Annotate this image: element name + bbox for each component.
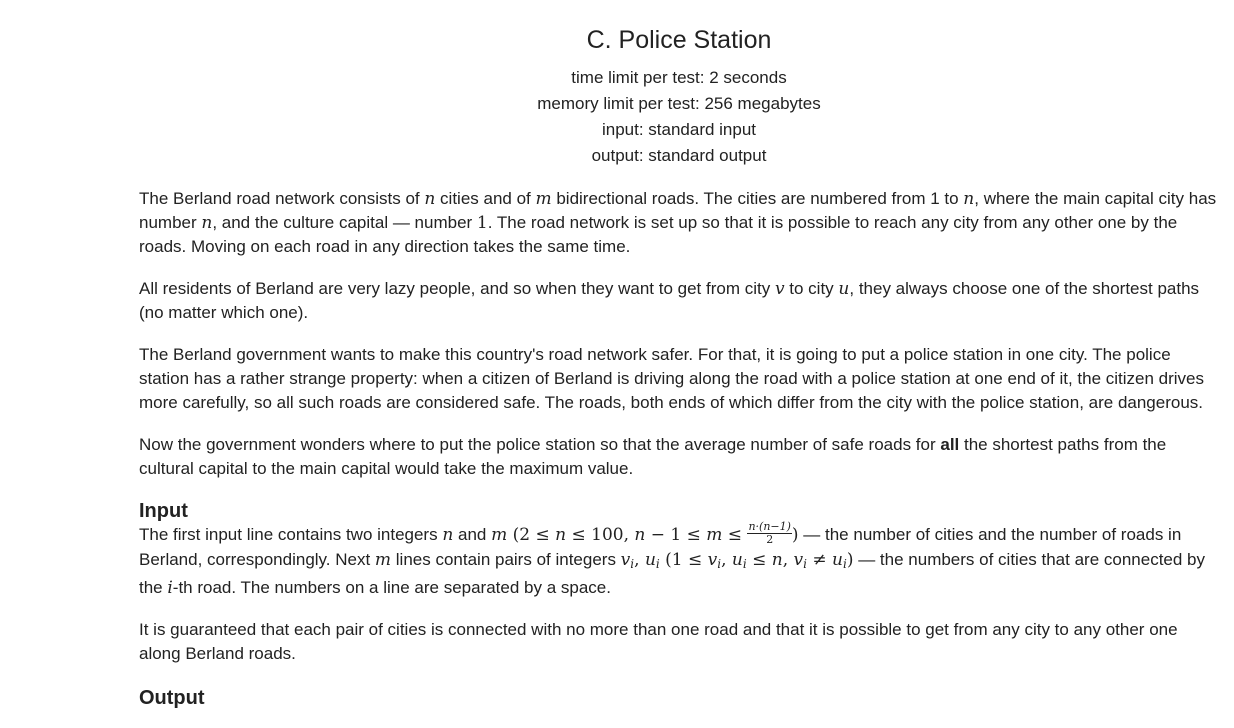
memory-limit: memory limit per test: 256 megabytes	[537, 94, 821, 113]
bold-word: all	[940, 435, 960, 454]
time-limit: time limit per test: 2 seconds	[571, 68, 787, 87]
output-file: output: standard output	[591, 146, 767, 165]
statement-paragraph-2: All residents of Berland are very lazy people, and so when they want to get from city v to city u, they always choose one of the shortest paths (no matter which one).	[139, 279, 1200, 322]
problem-title: C. Police Station	[586, 26, 772, 54]
fraction: $\frac{n\cdot(n-1)}{2}$	[748, 520, 791, 547]
math-var: n	[424, 189, 436, 209]
output-section-title: Output	[139, 687, 205, 710]
math-var: v	[774, 279, 785, 299]
statement-paragraph-3: The Berland government wants to make this country's road network safer. For that, it is going to put a police station in one city. The police station has a rather strange property: when a citizen of Berland is driving along the road with a police station at one end of it, the citizen drives more carefully, so all such roads are considered safe. The roads, both ends of which differ from the city with the police station, are dangerous.	[139, 345, 1204, 412]
input-section-title: Input	[139, 500, 188, 522]
statement-paragraph-1: The Berland road network consists of n cities and of m bidirectional roads. The cities are numbered from 1 to n, where the main capital city has number n, and the culture capital — number 1. The road network is set up so that it is possible to reach any city from any other one by the roads. Moving on each road in any direction takes the same time.	[139, 189, 1217, 256]
input-file: input: standard input	[601, 120, 757, 139]
statement-paragraph-4: Now the government wonders where to put the police station so that the average number of safe roads for all the shortest paths from the cultural capital to the main capital would take the maximum value.	[139, 435, 1167, 478]
math-var: m	[535, 189, 552, 209]
math-const: 1	[476, 213, 488, 233]
input-paragraph-2: It is guaranteed that each pair of cities is connected with no more than one road and that it is possible to get from any city to any other one along Berland roads.	[139, 620, 1178, 664]
math-var: u	[838, 279, 850, 299]
math-var: n	[963, 189, 975, 209]
input-paragraph-1: The first input line contains two integers n and m (2 ≤ n ≤ 100, n − 1 ≤ m ≤ $\frac{n\cdot(n-1)}{2}$ ) — the number of cities and the number of roads in Berland, correspondingly. Next m lines contain pairs of integers $v_i$, $u_i$ ($1 \le v_i$, $u_i \le n$, $v_i \ne u_i$) — the numbers of cities that are connected by the i-th road. The numbers on a line are separated by a space.	[139, 520, 1206, 599]
problem-statement	[139, 187, 1219, 710]
math-var: n	[201, 213, 213, 233]
